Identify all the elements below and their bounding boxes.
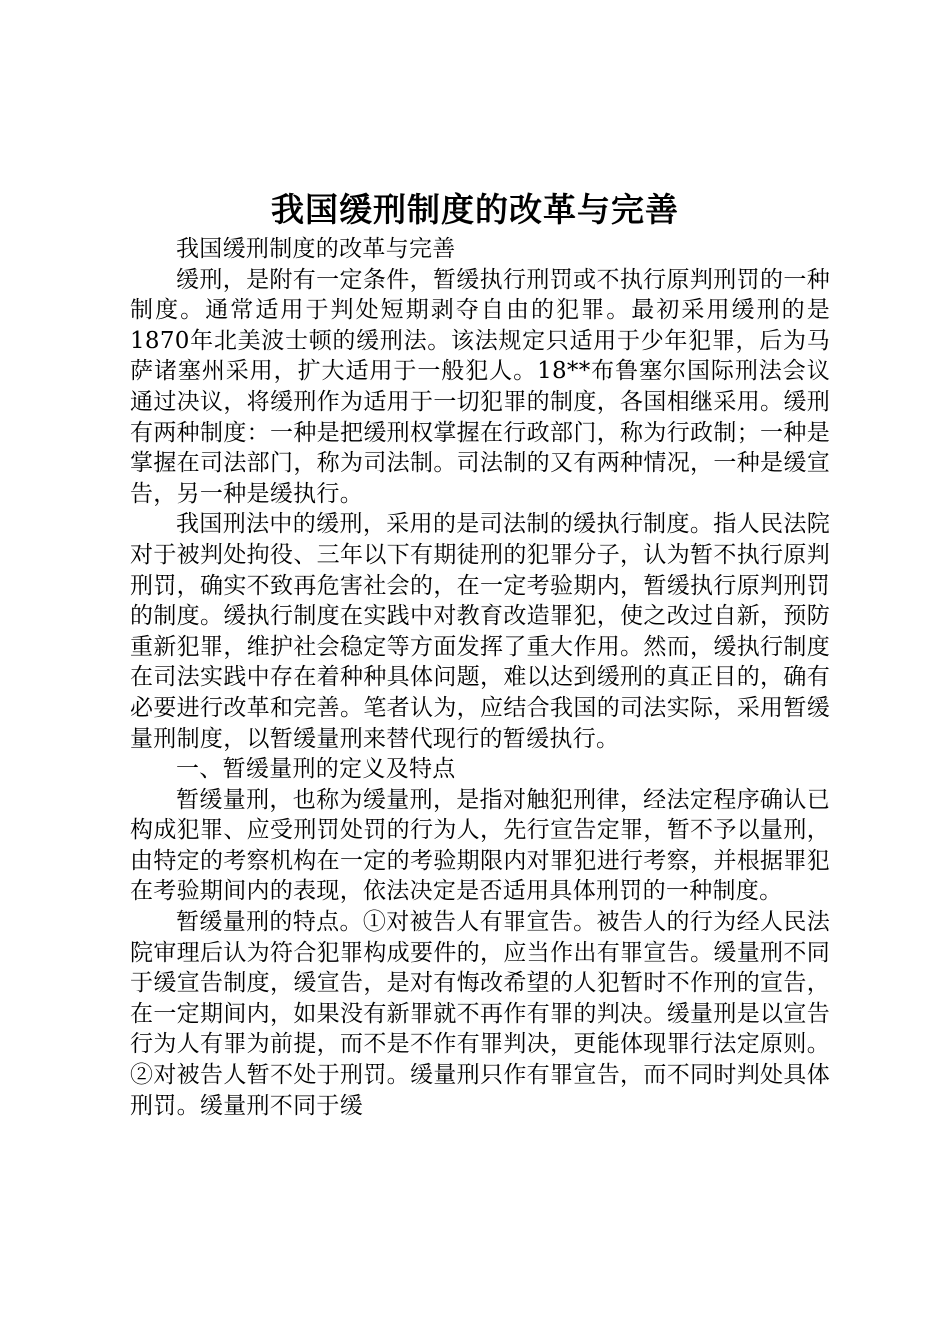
- document-title: 我国缓刑制度的改革与完善: [271, 190, 679, 229]
- paragraph: 缓刑，是附有一定条件，暂缓执行刑罚或不执行原判刑罚的一种制度。通常适用于判处短期剥夺自由的犯罪。最初采用缓刑的是1870年北美波士顿的缓刑法。该法规定只适用于少年犯罪，后为马萨诸塞州采用，扩大适用于一般犯人。18**布鲁塞尔国际刑法会议通过决议，将缓刑作为适用于一切犯罪的制度，各国相继采用。缓刑有两种制度：一种是把缓刑权掌握在行政部门，称为行政制；一种是掌握在司法部门，称为司法制。司法制的又有两种情况，一种是缓宣告，另一种是缓执行。: [130, 266, 830, 507]
- paragraph: 我国缓刑制度的改革与完善: [176, 236, 456, 262]
- paragraph: 暂缓量刑，也称为缓量刑，是指对触犯刑律，经法定程序确认已构成犯罪、应受刑罚处罚的行为人，先行宣告定罪，暂不予以量刑，由特定的考察机构在一定的考验期限内对罪犯进行考察，并根据罪犯在考验期间内的表现，依法决定是否适用具体刑罚的一种制度。: [130, 786, 830, 905]
- document-body: [130, 234, 830, 1121]
- paragraph: 我国刑法中的缓刑，采用的是司法制的缓执行制度。指人民法院对于被判处拘役、三年以下有期徒刑的犯罪分子，认为暂不执行原判刑罚，确实不致再危害社会的，在一定考验期内，暂缓执行原判刑罚的制度。缓执行制度在实践中对教育改造罪犯，使之改过自新，预防重新犯罪，维护社会稳定等方面发挥了重大作用。然而，缓执行制度在司法实践中存在着种种具体问题，难以达到缓刑的真正目的，确有必要进行改革和完善。笔者认为，应结合我国的司法实际，采用暂缓量刑制度，以暂缓量刑来替代现行的暂缓执行。: [130, 511, 830, 752]
- section-heading: 一、暂缓量刑的定义及特点: [176, 756, 456, 783]
- paragraph: 暂缓量刑的特点。①对被告人有罪宣告。被告人的行为经人民法院审理后认为符合犯罪构成要件的，应当作出有罪宣告。缓量刑不同于缓宣告制度，缓宣告，是对有悔改希望的人犯暂时不作刑的宣告，在一定期间内，如果没有新罪就不再作有罪的判决。缓量刑是以宣告行为人有罪为前提，而不是不作有罪判决，更能体现罪行法定原则。②对被告人暂不处于刑罚。缓量刑只作有罪宣告，而不同时判处具体刑罚。缓量刑不同于缓: [130, 909, 830, 1119]
